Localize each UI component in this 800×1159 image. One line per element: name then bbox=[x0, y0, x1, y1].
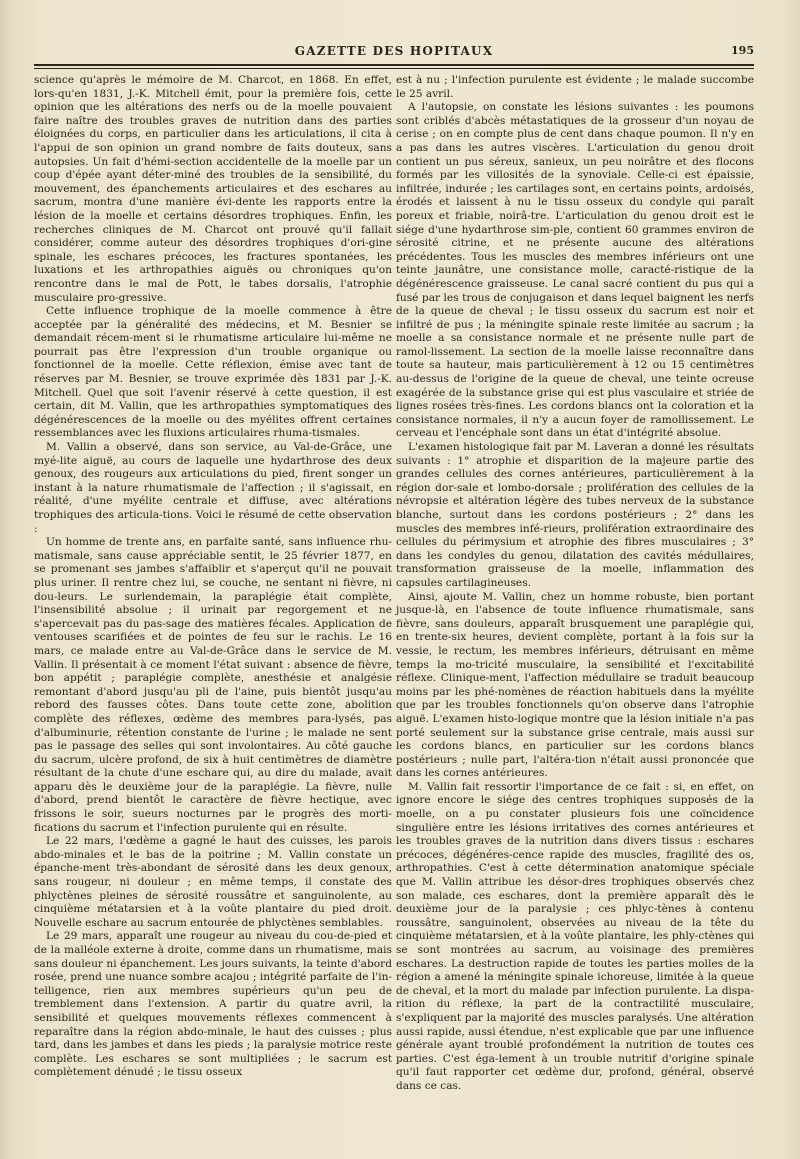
paragraph: M. Vallin a observé, dans son service, au Val-de-Grâce, une myé-lite aiguë, au cours de laquelle une hydarthrose des deux genoux, des rougeurs aux articulations du pied, firent songer un instant à la nature rhumatismale de l'affection ; il s'agissait, en réalité, d'une myélite centrale et diffuse, avec altérations trophiques des articula-tions. Voici le résumé de cette observation : bbox=[34, 441, 392, 535]
paragraph: M. Vallin fait ressortir l'importance de ce fait : si, en effet, on ignore encore le siége des centres trophiques supposés de la moelle, on a pu constater plusieurs fois une coïncidence singulière entre les lésions irritatives des cornes antérieures et les troubles graves de la nutrition dans divers tissus : eschares précoces, dégénéres-cence rapide des muscles, fragilité des os, arthropathies. C'est à cette détermination anatomique spéciale que M. Vallin attribue les désor-dres trophiques observés chez son malade, ces eschares, dont la première apparaît dès le deuxième jour de la paralysie ; ces phlyc-tènes à contenu roussâtre, sanguinolent, observées au niveau de la tête du cinquième métatarsien, et à la voûte plantaire, les phly-ctènes qui se sont montrées au sacrum, au voisinage des premières eschares. La destruction rapide de toutes les parties molles de la région a amené la méningite spinale ichoreuse, limitée à la queue de cheval, et la mort du malade par infection purulente. La dispa-rition du réflexe, la part de la contractilité musculaire, s'expliquent par la majorité des muscles paralysés. Une altération aussi rapide, aussi étendue, n'est explicable que par une influence générale ayant troublé profondément la nutrition de toutes ces parties. C'est éga-lement à un trouble nutritif d'origine spinale qu'il faut rapporter cet œdème dur, profond, général, observé dans ce cas. bbox=[396, 780, 754, 1092]
paragraph: science qu'après le mémoire de M. Charcot, en 1868. En effet, lors-qu'en 1831, J.-K. Mitchell émit, pour la première fois, cette opinion que les altérations des nerfs ou de la moelle pouvaient faire naître des troubles graves de nutrition dans des parties éloignées du corps, en particulier dans les articulations, il cita à l'appui de son opinion un grand nombre de faits douteux, sans autopsies. Un fait d'hémi-section accidentelle de la moelle par un coup d'épée ayant déter-miné des troubles de la sensibilité, du mouvement, des épanchements articulaires et des eschares au sacrum, montra d'une manière évi-dente les rapports entre la lésion de la moelle et certains désordres trophiques. Enfin, les recherches cliniques de M. Charcot ont prouvé qu'il fallait considérer, comme auteur des désordres trophiques d'ori-gine spinale, les eschares précoces, les fractures spontanées, les luxations et les arthropathies aiguës ou chroniques qu'on rencontre dans le mal de Pott, le tabes dorsalis, l'atrophie musculaire pro-gressive. bbox=[34, 74, 392, 304]
paragraph: Le 22 mars, l'œdème a gagné le haut des cuisses, les parois abdo-minales et le bas de la poitrine ; M. Vallin constate un épanche-ment très-abondant de sérosité dans les deux genoux, sans rougeur, ni douleur ; en même temps, il constate des phlyctènes pleines de sérosité roussâtre et sanguinolente, au cinquième métatarsien et à la voûte plantaire du pied droit. Nouvelle eschare au sacrum entourée de phlyctènes semblables. bbox=[34, 835, 392, 929]
paragraph: Le 29 mars, apparaît une rougeur au niveau du cou-de-pied et de la malléole externe à droite, comme dans un rhumatisme, mais sans douleur ni épanchement. Les jours suivants, la teinte d'abord rosée, prend une nuance sombre acajou ; intégrité parfaite de l'in-telligence, rien aux membres supérieurs qu'un peu de tremblement dans l'extension. A partir du quatre avril, la sensibilité et quelques mouvements réflexes commencent à reparaître dans la région abdo-minale, le haut des cuisses ; plus tard, dans les jambes et dans les pieds ; la paralysie motrice reste complète. Les eschares se sont multipliées ; le sacrum est complètement dénudé ; le tissu osseux bbox=[34, 930, 392, 1079]
header-rule-thick bbox=[34, 64, 754, 66]
paragraph: est à nu ; l'infection purulente est évidente ; le malade succombe le 25 avril. bbox=[396, 74, 754, 100]
page-header bbox=[34, 44, 754, 64]
right-column bbox=[396, 74, 754, 1094]
paragraph: A l'autopsie, on constate les lésions suivantes : les poumons sont criblés d'abcès métastatiques de la grosseur d'un noyau de cerise ; on en compte plus de cent dans chaque poumon. Il n'y en a pas dans les autres viscères. L'articulation du genou droit contient un pus séreux, sanieux, un peu noirâtre et des flocons formés par les villosités de la synoviale. Celle-ci est épaissie, infiltrée, indurée ; les cartilages sont, en certains points, ardoisés, érodés et laissent à nu le tissu osseux du condyle qui paraît poreux et friable, noirâ-tre. L'articulation du genou droit est le siége d'une hydarthrose sim-ple, contient 60 grammes environ de sérosité citrine, et ne présente aucune des altérations précédentes. Tous les muscles des membres inférieurs ont une teinte jaunâtre, une consistance molle, caracté-ristique de la dégénérescence graisseuse. Le canal sacré contient du pus qui a fusé par les trous de conjugaison et dans lequel baignent les nerfs de la queue de cheval ; le tissu osseux du sacrum est noir et infiltré de pus ; la méningite spinale reste limitée au sacrum ; la moelle a sa consistance normale et ne présente nulle part de ramol-lissement. La section de la moelle laisse reconnaître dans toute sa hauteur, mais particulièrement à 12 ou 15 centimètres au-dessus de l'origine de la queue de cheval, une teinte ocreuse exagérée de la substance grise qui est plus vasculaire et striée de lignes rosées très-fines. Les cordons blancs ont la coloration et la consistance normales, il n'y a aucun foyer de ramollissement. Le cerveau et l'encéphale sont dans un état d'intégrité absolue. bbox=[396, 101, 754, 440]
header-rule-thin bbox=[34, 68, 754, 69]
left-column bbox=[34, 74, 392, 1080]
paragraph: Un homme de trente ans, en parfaite santé, sans influence rhu-matismale, sans cause appréciable sentit, le 25 février 1877, en se promenant ses jambes s'affaiblir et s'aperçut qu'il ne pouvait plus uriner. Il rentre chez lui, se couche, ne sentant ni fièvre, ni dou-leurs. Le surlendemain, la paraplégie était complète, l'insensibilité absolue ; il urinait par regorgement et ne s'apercevait pas du pas-sage des matières fécales. Application de ventouses scarifiées et de pointes de feu sur le rachis. Le 16 mars, ce malade entre au Val-de-Grâce dans le service de M. Vallin. Il présentait à ce moment l'état suivant : absence de fièvre, bon appétit ; paraplégie complète, anesthésie et analgésie remontant d'abord jusqu'au pli de l'aine, puis bientôt jusqu'au rebord des fausses côtes. Dans toute cette zone, abolition complète des réflexes, œdème des membres para-lysés, pas d'albuminurie, rétention constante de l'urine ; le malade ne sent pas le passage des selles qui sont involontaires. Au côté gauche du sacrum, ulcère profond, de six à huit centimètres de diamètre résultant de la chute d'une eschare qui, au dire du malade, avait apparu dès le deuxième jour de la paraplégie. La fièvre, nulle d'abord, prend bientôt le caractère de fièvre hectique, avec frissons le soir, sueurs nocturnes par le progrès des morti-fications du sacrum et l'infection purulente qui en résulte. bbox=[34, 536, 392, 834]
paragraph: Cette influence trophique de la moelle commence à être acceptée par la généralité des médecins, et M. Besnier se demandait récem-ment si le rhumatisme articulaire lui-même ne pourrait pas être l'expression d'un trouble organique ou fonctionnel de la moelle. Cette réflexion, émise avec tant de réserves par M. Besnier, se trouve exprimée dès 1831 par J.-K. Mitchell. Quel que soit l'avenir réservé à cette question, il est certain, dit M. Vallin, que les arthropathies symptomatiques des dégénérescences de la moelle ou des myélites offrent certaines ressemblances avec les fluxions articulaires rhuma-tismales. bbox=[34, 305, 392, 440]
running-title: GAZETTE DES HOPITAUX bbox=[294, 44, 494, 58]
paragraph: L'examen histologique fait par M. Laveran a donné les résultats suivants : 1° atrophie et disparition de la majeure partie des grandes cellules des cornes antérieures, particulièrement à la région dor-sale et lombo-dorsale ; prolifération des cellules de la névropsie et altération légère des tubes nerveux de la substance blanche, surtout dans les cordons postérieurs ; 2° dans les muscles des membres infé-rieurs, prolifération extraordinaire des cellules du périmysium et atrophie des fibres musculaires ; 3° dans les condyles du genou, dilatation des cavités médullaires, transformation graisseuse de la moelle, inflammation des capsules cartilagineuses. bbox=[396, 441, 754, 589]
page-number: 195 bbox=[731, 44, 754, 57]
paragraph: Ainsi, ajoute M. Vallin, chez un homme robuste, bien portant jusque-là, en l'absence de toute influence rhumatismale, sans fièvre, sans douleurs, apparaît brusquement une paraplégie qui, en trente-six heures, devient complète, portant à la fois sur la vessie, le rectum, les membres inférieurs, détruisant en même temps la mo-tricité musculaire, la sensibilité et l'excitabilité réflexe. Clinique-ment, l'affection médullaire se traduit beaucoup moins par les phé-nomènes de réaction habituels dans la myélite que par les troubles fonctionnels qu'on observe dans l'atrophie aiguë. L'examen histo-logique montre que la lésion initiale n'a pas porté seulement sur la substance grise centrale, mais aussi sur les cordons blancs, en particulier sur les cordons blancs postérieurs ; nulle part, l'altéra-tion n'était aussi prononcée que dans les cornes antérieures. bbox=[396, 590, 754, 780]
